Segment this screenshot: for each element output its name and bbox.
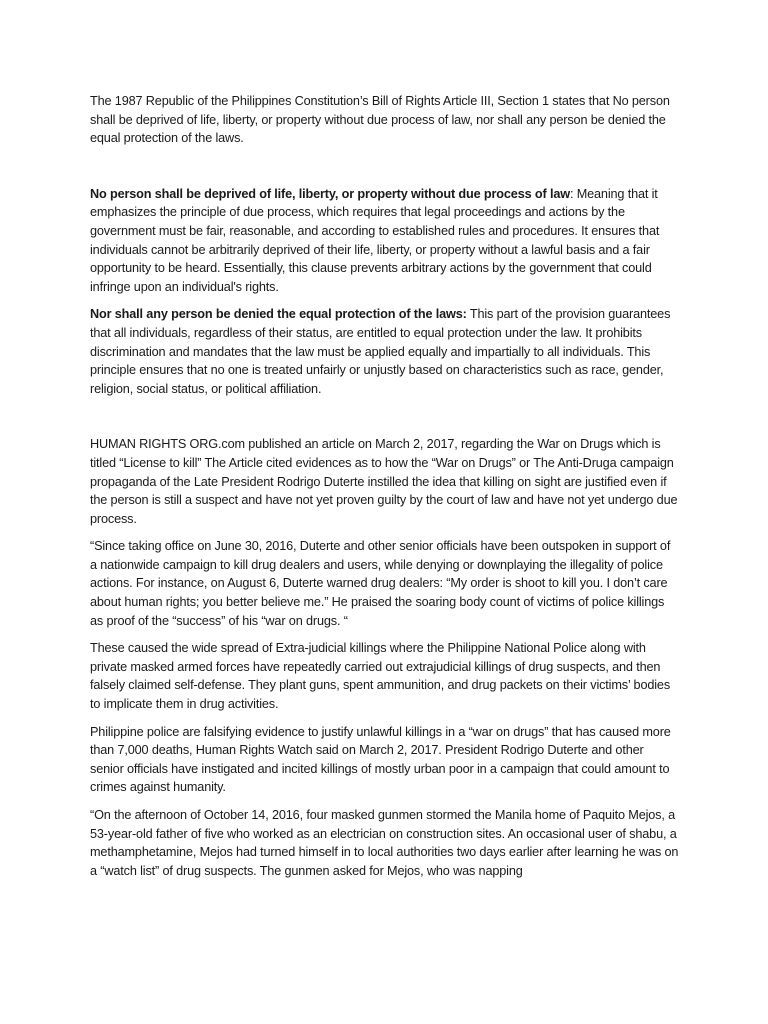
extrajudicial-killings-paragraph: These caused the wide spread of Extra-judicial killings where the Philippine National Police along with private masked armed forces have repeatedly carried out extrajudicial killings of drug suspects, and then falsely claimed self-defense. They plant guns, spent ammunition, and drug packets on their victims’ bodies to implicate them in drug activities. — [90, 641, 671, 712]
intro-paragraph: The 1987 Republic of the Philippines Constitution’s Bill of Rights Article III, Section 1 states that No person shall be deprived of life, liberty, or property without due process of law, nor shall any person be denied the equal protection of the laws. — [90, 94, 670, 146]
equal-protection-explanation: This part of the provision guarantees that all individuals, regardless of their status, are entitled to equal protection under the law. It prohibits discrimination and mandates that the law must be applied equally and impartially to all individuals. This principle ensures that no one is treated unfairly or unjustly based on characteristics such as race, gender, religion, social status, or political affiliation. — [90, 307, 671, 396]
due-process-explanation: : Meaning that it emphasizes the principle of due process, which requires that legal proceedings and actions by the government must be fair, reasonable, and according to established rules and procedures. It ensures that individuals cannot be arbitrarily deprived of their life, liberty, or property without a lawful basis and a fair opportunity to be heard. Essentially, this clause prevents arbitrary actions by the government that could infringe upon an individual's rights. — [90, 186, 660, 294]
due-process-term: No person shall be deprived of life, liberty, or property without due process of law — [90, 186, 570, 201]
human-rights-article-paragraph: HUMAN RIGHTS ORG.com published an article on March 2, 2017, regarding the War on Drugs which is titled “License to kill” The Article cited evidences as to how the “War on Drugs” or The Anti-Druga campaign propaganda of the Late President Rodrigo Duterte instilled the idea that killing on sight are justified even if the person is still a suspect and have not yet proven guilty by the court of law and have not yet undergo due process. — [90, 437, 678, 526]
equal-protection-paragraph — [90, 305, 680, 398]
document-page — [90, 92, 680, 880]
due-process-paragraph — [90, 185, 680, 297]
police-evidence-paragraph: Philippine police are falsifying evidence to justify unlawful killings in a “war on drugs” that has caused more than 7,000 deaths, Human Rights Watch said on March 2, 2017. President Rodrigo Duterte and other senior officials have instigated and incited killings of mostly urban poor in a campaign that could amount to crimes against humanity. — [90, 724, 671, 795]
mejos-story-paragraph: “On the afternoon of October 14, 2016, four masked gunmen stormed the Manila home of Paquito Mejos, a 53-year-old father of five who worked as an electrician on construction sites. An occasional user of shabu, a methamphetamine, Mejos had turned himself in to local authorities two days earlier after learning he was on a “watch list” of drug suspects. The gunmen asked for Mejos, who was napping — [90, 808, 679, 878]
duterte-quote-paragraph: “Since taking office on June 30, 2016, Duterte and other senior officials have been outspoken in support of a nationwide campaign to kill drug dealers and users, while denying or downplaying the illegality of police actions. For instance, on August 6, Duterte warned drug dealers: “My order is shoot to kill you. I don’t care about human rights; you better believe me.” He praised the soaring body count of victims of police killings as proof of the “success” of his “war on drugs. “ — [90, 539, 671, 628]
equal-protection-term: Nor shall any person be denied the equal protection of the laws: — [90, 307, 467, 322]
